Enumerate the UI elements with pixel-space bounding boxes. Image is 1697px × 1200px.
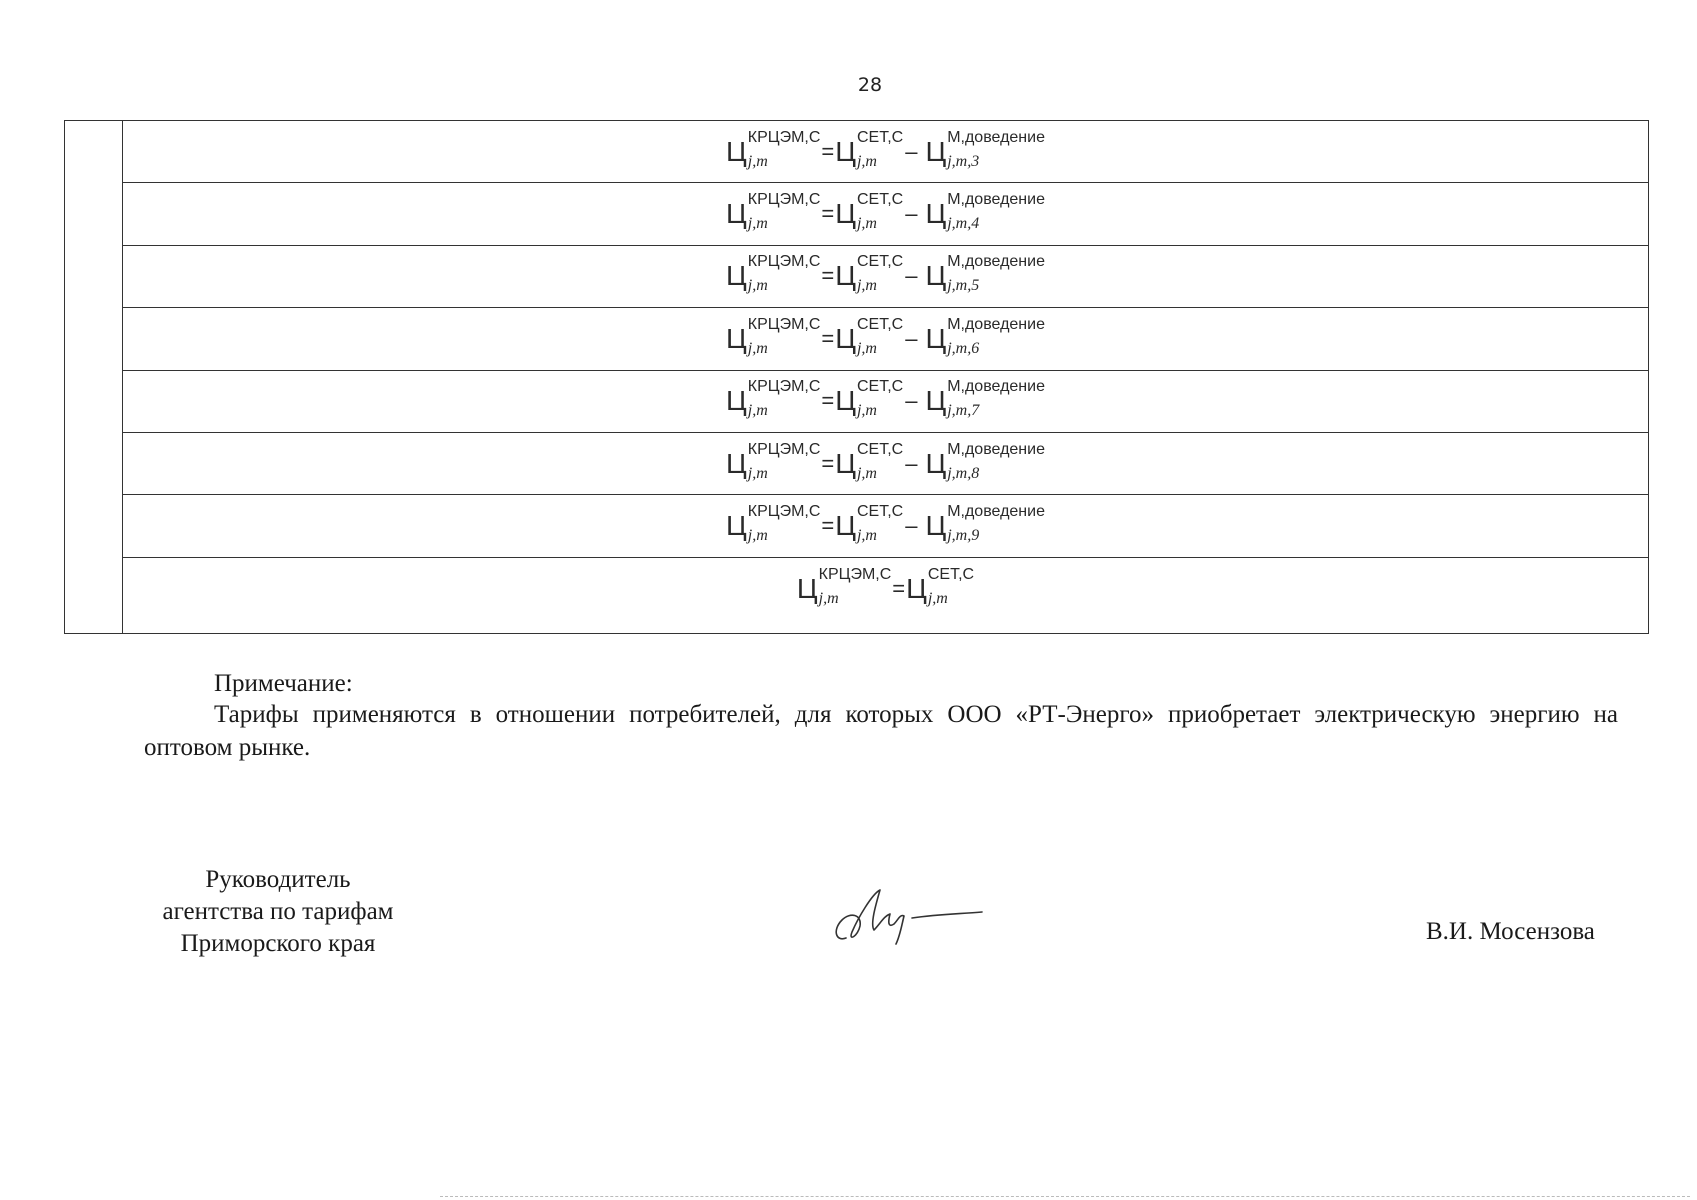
formula <box>726 378 1045 420</box>
rhs-term <box>906 565 975 607</box>
rhs-term <box>835 128 904 170</box>
formula-row <box>123 495 1648 557</box>
rhs-superscript: СЕТ,С <box>927 565 975 583</box>
subtracted-superscript: М,доведение <box>947 503 1045 521</box>
lhs-superscript: КРЦЭМ,С <box>747 378 821 396</box>
subtracted-term <box>925 440 1045 482</box>
rhs-subscript: j,m <box>856 402 877 420</box>
rhs-superscript: СЕТ,С <box>856 440 904 458</box>
rhs-subscript: j,m <box>856 152 877 170</box>
lhs-base: Ц <box>796 572 818 604</box>
rhs-superscript: СЕТ,С <box>856 191 904 209</box>
formula-table <box>64 120 1649 634</box>
minus-sign: – <box>905 513 918 539</box>
signer-title-line: агентства по тарифам <box>162 898 394 925</box>
formula-row <box>123 371 1648 433</box>
subtracted-subscript: j,m,9 <box>947 527 980 545</box>
subtracted-term <box>925 191 1045 233</box>
signer-name: В.И. Мосензова <box>1426 918 1595 945</box>
rhs-base: Ц <box>906 572 927 604</box>
rhs-subscript: j,m <box>927 589 948 607</box>
lhs-base: Ц <box>726 322 747 354</box>
lhs-term <box>796 565 892 607</box>
lhs-subscript: j,m <box>747 527 768 545</box>
lhs-subscript: j,m <box>747 215 768 233</box>
minus-sign: – <box>905 263 918 289</box>
rhs-base: Ц <box>835 510 856 542</box>
lhs-term <box>726 378 821 420</box>
subtracted-superscript: М,доведение <box>947 315 1045 333</box>
rhs-base: Ц <box>835 385 856 417</box>
lhs-subscript: j,m <box>747 464 768 482</box>
formula-row <box>123 121 1648 183</box>
page-number: 28 <box>857 74 883 96</box>
subtracted-superscript: М,доведение <box>947 440 1045 458</box>
subtracted-term <box>925 315 1045 357</box>
lhs-subscript: j,m <box>747 152 768 170</box>
formula <box>726 253 1045 295</box>
subtracted-base: Ц <box>925 260 947 292</box>
lhs-subscript: j,m <box>818 589 839 607</box>
rhs-base: Ц <box>835 198 856 230</box>
formula-row <box>123 558 1648 620</box>
lhs-superscript: КРЦЭМ,С <box>747 253 821 271</box>
rhs-base: Ц <box>835 260 856 292</box>
subtracted-subscript: j,m,8 <box>947 464 980 482</box>
rhs-term <box>835 503 904 545</box>
subtracted-base: Ц <box>925 322 947 354</box>
rhs-subscript: j,m <box>856 277 877 295</box>
rhs-superscript: СЕТ,С <box>856 503 904 521</box>
note-text: Тарифы применяются в отношении потребителей, для которых ООО «РТ-Энерго» приобретает электрическую энергию на оптовом рынке. <box>144 701 1618 761</box>
lhs-superscript: КРЦЭМ,С <box>747 503 821 521</box>
equals-sign: = <box>821 388 835 414</box>
rhs-superscript: СЕТ,С <box>856 128 904 146</box>
rhs-superscript: СЕТ,С <box>856 378 904 396</box>
note-label: Примечание: <box>214 670 353 697</box>
rhs-subscript: j,m <box>856 464 877 482</box>
subtracted-term <box>925 503 1045 545</box>
lhs-superscript: КРЦЭМ,С <box>747 128 821 146</box>
lhs-base: Ц <box>726 135 747 167</box>
subtracted-superscript: М,доведение <box>947 191 1045 209</box>
lhs-superscript: КРЦЭМ,С <box>747 440 821 458</box>
rhs-base: Ц <box>835 447 856 479</box>
lhs-base: Ц <box>726 510 747 542</box>
lhs-term <box>726 253 821 295</box>
lhs-superscript: КРЦЭМ,С <box>747 315 821 333</box>
minus-sign: – <box>905 138 918 164</box>
equals-sign: = <box>821 513 835 539</box>
equals-sign: = <box>821 138 835 164</box>
rhs-superscript: СЕТ,С <box>856 253 904 271</box>
equals-sign: = <box>821 201 835 227</box>
formula-row <box>123 308 1648 370</box>
formula <box>726 128 1045 170</box>
rhs-base: Ц <box>835 322 856 354</box>
formula <box>726 191 1045 233</box>
subtracted-subscript: j,m,6 <box>947 339 980 357</box>
lhs-superscript: КРЦЭМ,С <box>747 191 821 209</box>
minus-sign: – <box>905 325 918 351</box>
formula-row <box>123 433 1648 495</box>
rhs-subscript: j,m <box>856 215 877 233</box>
subtracted-superscript: М,доведение <box>947 128 1045 146</box>
subtracted-subscript: j,m,5 <box>947 277 980 295</box>
formula <box>796 565 975 607</box>
formula-rows <box>123 121 1648 633</box>
formula <box>726 503 1045 545</box>
lhs-term <box>726 440 821 482</box>
signer-title-line: Приморского края <box>180 930 376 957</box>
formula-row <box>123 183 1648 245</box>
rhs-subscript: j,m <box>856 339 877 357</box>
minus-sign: – <box>905 388 918 414</box>
subtracted-subscript: j,m,7 <box>947 402 980 420</box>
equals-sign: = <box>821 263 835 289</box>
minus-sign: – <box>905 201 918 227</box>
subtracted-base: Ц <box>925 198 947 230</box>
handwritten-signature <box>828 880 988 960</box>
lhs-term <box>726 315 821 357</box>
subtracted-base: Ц <box>925 135 947 167</box>
subtracted-subscript: j,m,3 <box>947 152 980 170</box>
lhs-subscript: j,m <box>747 339 768 357</box>
rhs-term <box>835 315 904 357</box>
subtracted-superscript: М,доведение <box>947 378 1045 396</box>
formula <box>726 315 1045 357</box>
minus-sign: – <box>905 450 918 476</box>
table-left-column <box>65 121 123 633</box>
lhs-subscript: j,m <box>747 277 768 295</box>
subtracted-base: Ц <box>925 510 947 542</box>
lhs-base: Ц <box>726 198 747 230</box>
rhs-term <box>835 191 904 233</box>
subtracted-base: Ц <box>925 447 947 479</box>
rhs-base: Ц <box>835 135 856 167</box>
scan-edge-line <box>440 1196 1690 1197</box>
signer-title-line: Руководитель <box>205 866 351 893</box>
subtracted-subscript: j,m,4 <box>947 215 980 233</box>
subtracted-term <box>925 253 1045 295</box>
subtracted-term <box>925 128 1045 170</box>
lhs-term <box>726 128 821 170</box>
lhs-base: Ц <box>726 385 747 417</box>
rhs-term <box>835 253 904 295</box>
lhs-term <box>726 191 821 233</box>
subtracted-base: Ц <box>925 385 947 417</box>
equals-sign: = <box>821 325 835 351</box>
subtracted-superscript: М,доведение <box>947 253 1045 271</box>
equals-sign: = <box>892 575 906 601</box>
rhs-subscript: j,m <box>856 527 877 545</box>
signer-title <box>128 864 428 960</box>
lhs-term <box>726 503 821 545</box>
rhs-term <box>835 378 904 420</box>
subtracted-term <box>925 378 1045 420</box>
equals-sign: = <box>821 450 835 476</box>
formula <box>726 440 1045 482</box>
lhs-superscript: КРЦЭМ,С <box>818 565 892 583</box>
formula-row <box>123 246 1648 308</box>
lhs-subscript: j,m <box>747 402 768 420</box>
lhs-base: Ц <box>726 447 747 479</box>
rhs-term <box>835 440 904 482</box>
rhs-superscript: СЕТ,С <box>856 315 904 333</box>
lhs-base: Ц <box>726 260 747 292</box>
